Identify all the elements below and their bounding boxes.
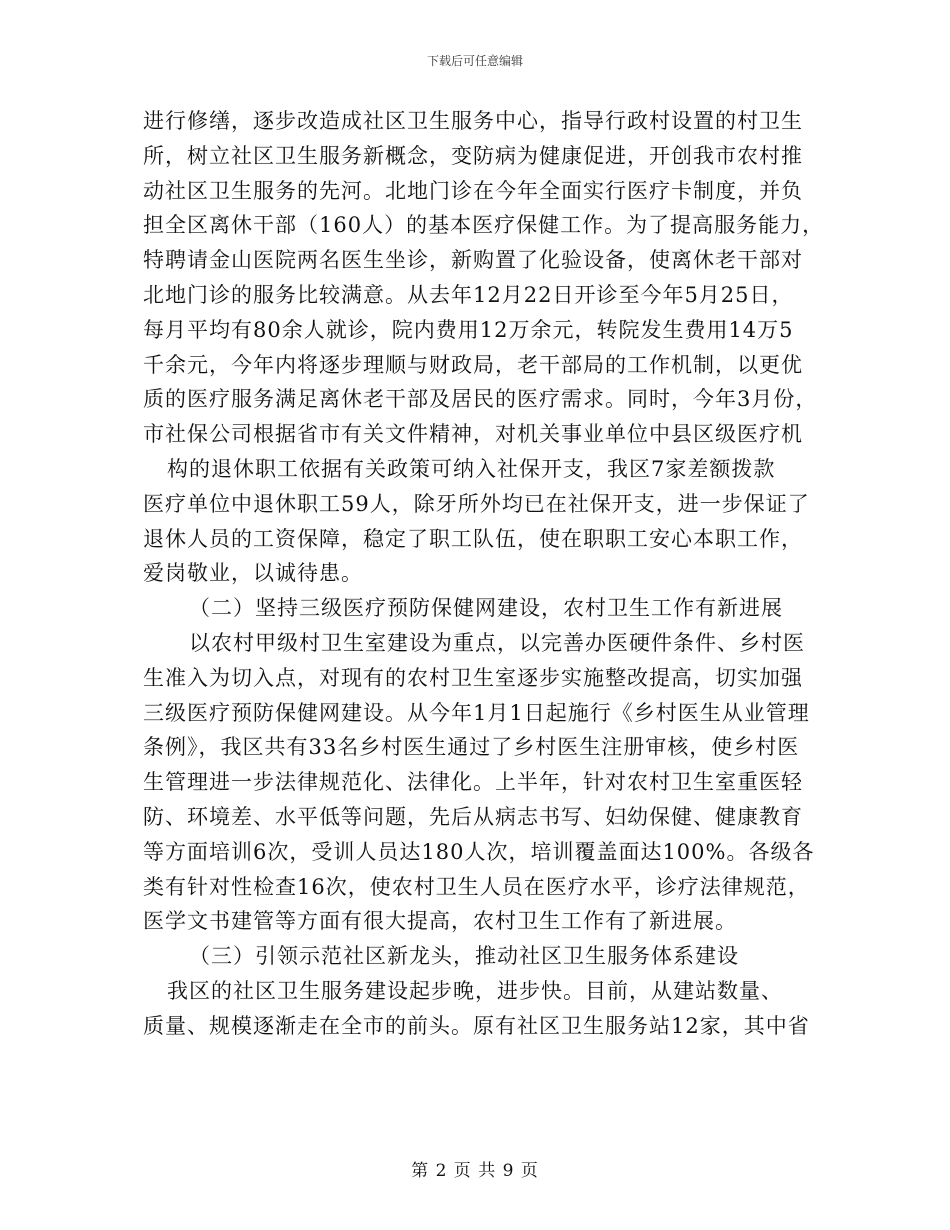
text-line: 等方面培训6次，受训人员达180人次，培训覆盖面达100%。各级各: [143, 839, 815, 864]
body-text: [143, 104, 825, 1044]
text-line: 医疗单位中退休职工59人，除牙所外均已在社保开支，进一步保证了: [143, 491, 810, 516]
page-footer: 第 2 页 共 9 页: [411, 1161, 539, 1181]
text-line: 生管理进一步法律规范化、法律化。上半年，针对农村卫生室重医轻: [143, 770, 803, 795]
section-heading: （二）坚持三级医疗预防保健网建设，农村卫生工作有新进展: [189, 596, 783, 621]
text-line: 质的医疗服务满足离休老干部及居民的医疗需求。同时，今年3月份，: [143, 387, 818, 412]
text-line: 条例》，我区共有33名乡村医生通过了乡村医生注册审核，使乡村医: [143, 735, 800, 760]
page-header: 下载后可任意编辑: [426, 54, 523, 68]
text-line: 我区的社区卫生服务建设起步晚，进步快。目前，从建站数量、: [167, 978, 783, 1003]
text-line: 进行修缮，逐步改造成社区卫生服务中心，指导行政村设置的村卫生: [143, 109, 803, 133]
text-line: 三级医疗预防保健网建设。从今年1月1日起施行《乡村医生从业管理: [143, 700, 810, 725]
text-line: 每月平均有80余人就诊，院内费用12万余元，转院发生费用14万5: [143, 317, 794, 342]
text-line: 医学文书建管等方面有很大提高，农村卫生工作有了新进展。: [143, 909, 737, 934]
text-line: 退休人员的工资保障，稳定了职工队伍，使在职职工安心本职工作，: [143, 526, 803, 551]
text-line: 爱岗敬业，以诚待患。: [143, 561, 363, 586]
text-line: 以农村甲级村卫生室建设为重点，以完善办医硬件条件、乡村医: [189, 630, 805, 655]
text-line: 生准入为切入点，对现有的农村卫生室逐步实施整改提高，切实加强: [143, 665, 803, 690]
text-line: 动社区卫生服务的先河。北地门诊在今年全面实行医疗卡制度，并负: [143, 178, 803, 203]
text-line: 北地门诊的服务比较满意。从去年12月22日开诊至今年5月25日，: [143, 282, 794, 307]
text-line: 担全区离休干部（160人）的基本医疗保健工作。为了提高服务能力，: [143, 213, 825, 238]
text-line: 市社保公司根据省市有关文件精神，对机关事业单位中县区级医疗机: [143, 422, 803, 447]
text-line: 千余元，今年内将逐步理顺与财政局，老干部局的工作机制，以更优: [143, 352, 803, 377]
text-line: 所，树立社区卫生服务新概念，变防病为健康促进，开创我市农村推: [143, 143, 803, 168]
text-line: 构的退休职工依据有关政策可纳入社保开支，我区7家差额拨款: [167, 456, 776, 481]
section-heading: （三）引领示范社区新龙头，推动社区卫生服务体系建设: [189, 944, 739, 969]
text-line: 特聘请金山医院两名医生坐诊，新购置了化验设备，使离休老干部对: [143, 248, 803, 273]
text-line: 防、环境差、水平低等问题，先后从病志书写、妇幼保健、健康教育: [143, 804, 803, 829]
text-line: 类有针对性检查16次，使农村卫生人员在医疗水平，诊疗法律规范，: [143, 874, 810, 899]
text-line: 质量、规模逐渐走在全市的前头。原有社区卫生服务站12家，其中省: [143, 1013, 810, 1038]
